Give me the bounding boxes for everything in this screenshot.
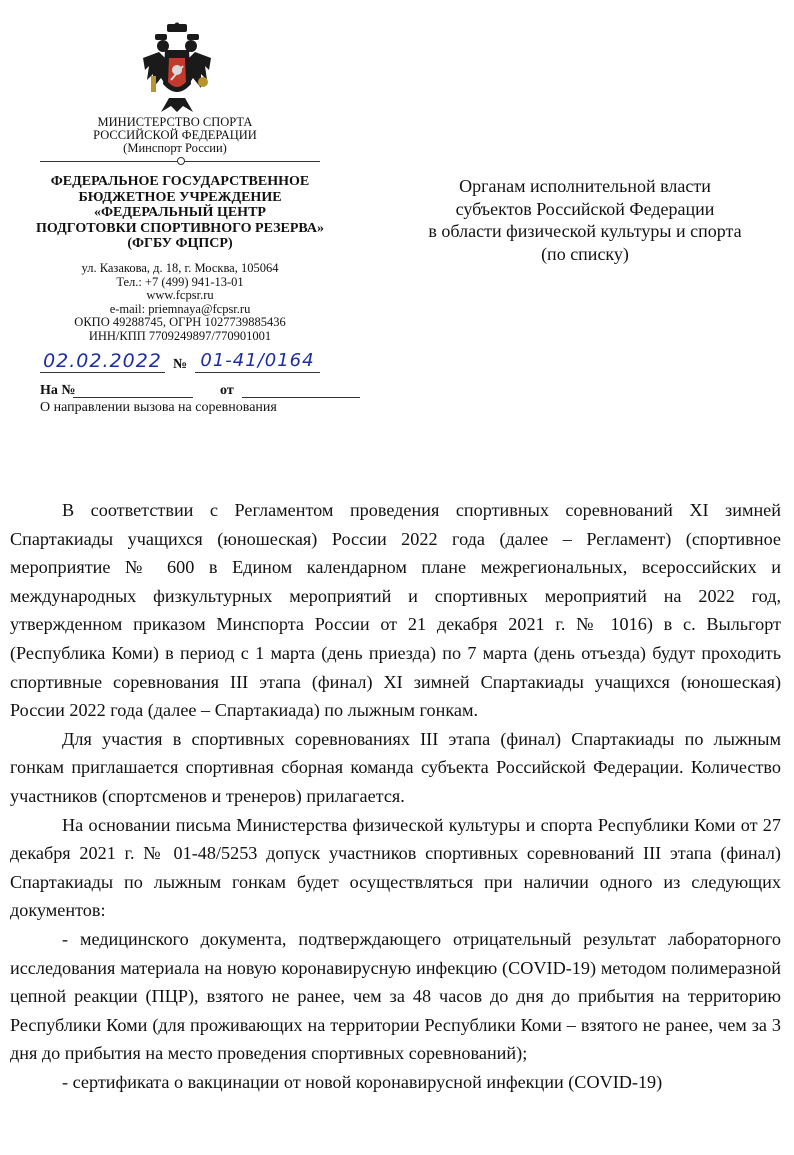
organization-name	[10, 174, 350, 252]
reference-number-blank	[73, 397, 193, 398]
addressee-line: в области физической культуры и спорта	[428, 221, 742, 241]
body-paragraph: Для участия в спортивных соревнованиях III этапа (финал) Спартакиады по лыжным гонкам приглашается спортивная сборная команда субъекта Российской Федерации. Количество участников (спортсменов и тренеров) прилагается.	[10, 728, 781, 806]
addressee-line: Органам исполнительной власти	[459, 176, 711, 196]
contact-details	[25, 262, 335, 344]
addressee-line: (по списку)	[541, 243, 629, 264]
registration-line	[40, 348, 320, 376]
inn-kpp-line: ИНН/КПП 7709249897/770901001	[88, 328, 272, 343]
ministry-line: (Минспорт России)	[123, 141, 227, 155]
body-paragraph: В соответствии с Регламентом проведения спортивных соревнований XI зимней Спартакиады учащихся (юношеская) России 2022 года (далее – Регламент) (спортивное мероприятие № 600 в Едином календарном плане межрегиональных, всероссийских и международных физкультурных мероприятий и спортивных мероприятий на 2022 год, утвержденном приказом Минспорта России от 21 декабря 2021 г. № 1016) в с. Выльгорт (Республика Коми) в период с 1 марта (день приезда) по 7 марта (день отъезда) будут проходить спортивные соревнования III этапа (финал) XI зимней Спартакиады учащихся (юношеская) России 2022 года (далее – Спартакиада) по лыжным гонкам.	[10, 500, 781, 721]
reference-number-label: На №	[40, 383, 76, 398]
email-line: e-mail: priemnaya@fcpsr.ru	[109, 301, 251, 316]
body-paragraph: На основании письма Министерства физической культуры и спорта Республики Коми от 27 декабря 2021 г. № 01-48/5253 допуск участников спортивных соревнований III этапа (финал) Спартакиады по лыжным гонкам будет осуществляться при наличии одного из следующих документов:	[10, 814, 781, 921]
organization-line: «ФЕДЕРАЛЬНЫЙ ЦЕНТР	[94, 205, 266, 220]
okpo-ogrn-line: ОКПО 49288745, ОГРН 1027739885436	[74, 315, 286, 330]
address-line: ул. Казакова, д. 18, г. Москва, 105064	[81, 261, 279, 275]
ministry-line: МИНИСТЕРСТВО СПОРТА	[97, 115, 253, 129]
registration-date: 02.02.2022	[40, 350, 165, 373]
ministry-line: РОССИЙСКОЙ ФЕДЕРАЦИИ	[93, 128, 257, 142]
body-list-item: - сертификата о вакцинации от новой коронавирусной инфекции (COVID-19)	[62, 1071, 663, 1092]
coat-of-arms-emblem	[141, 22, 213, 114]
organization-line: (ФГБУ ФЦПСР)	[127, 236, 233, 251]
website-line: www.fcpsr.ru	[146, 288, 214, 303]
organization-line: ФЕДЕРАЛЬНОЕ ГОСУДАРСТВЕННОЕ	[50, 174, 310, 189]
organization-line: БЮДЖЕТНОЕ УЧРЕЖДЕНИЕ	[78, 189, 282, 205]
reference-date-label: от	[220, 383, 234, 398]
ministry-name	[60, 116, 290, 155]
addressee-line: субъектов Российской Федерации	[455, 198, 715, 219]
divider-ornament	[177, 157, 185, 165]
phone-line: Тел.: +7 (499) 941-13-01	[116, 274, 244, 289]
reference-date-blank	[242, 397, 360, 398]
letter-body	[10, 496, 781, 1096]
addressee-block	[390, 175, 780, 265]
letter-subject: О направлении вызова на соревнования	[40, 400, 277, 415]
registration-number: 01-41/0164	[195, 350, 320, 373]
reference-line	[40, 383, 330, 401]
organization-line: ПОДГОТОВКИ СПОРТИВНОГО РЕЗЕРВА»	[36, 220, 324, 236]
body-list-item: - медицинского документа, подтверждающего отрицательный результат лабораторного исследования материала на новую коронавирусную инфекцию (COVID-19) методом полимеразной цепной реакции (ПЦР), взятого не ранее, чем за 48 часов до дня до прибытия на территорию Республики Коми (для проживающих на территории Республики Коми – взятого не ранее, чем за 3 дня до прибытия на место проведения спортивных соревнований);	[10, 928, 781, 1064]
registration-number-label: №	[173, 357, 188, 372]
